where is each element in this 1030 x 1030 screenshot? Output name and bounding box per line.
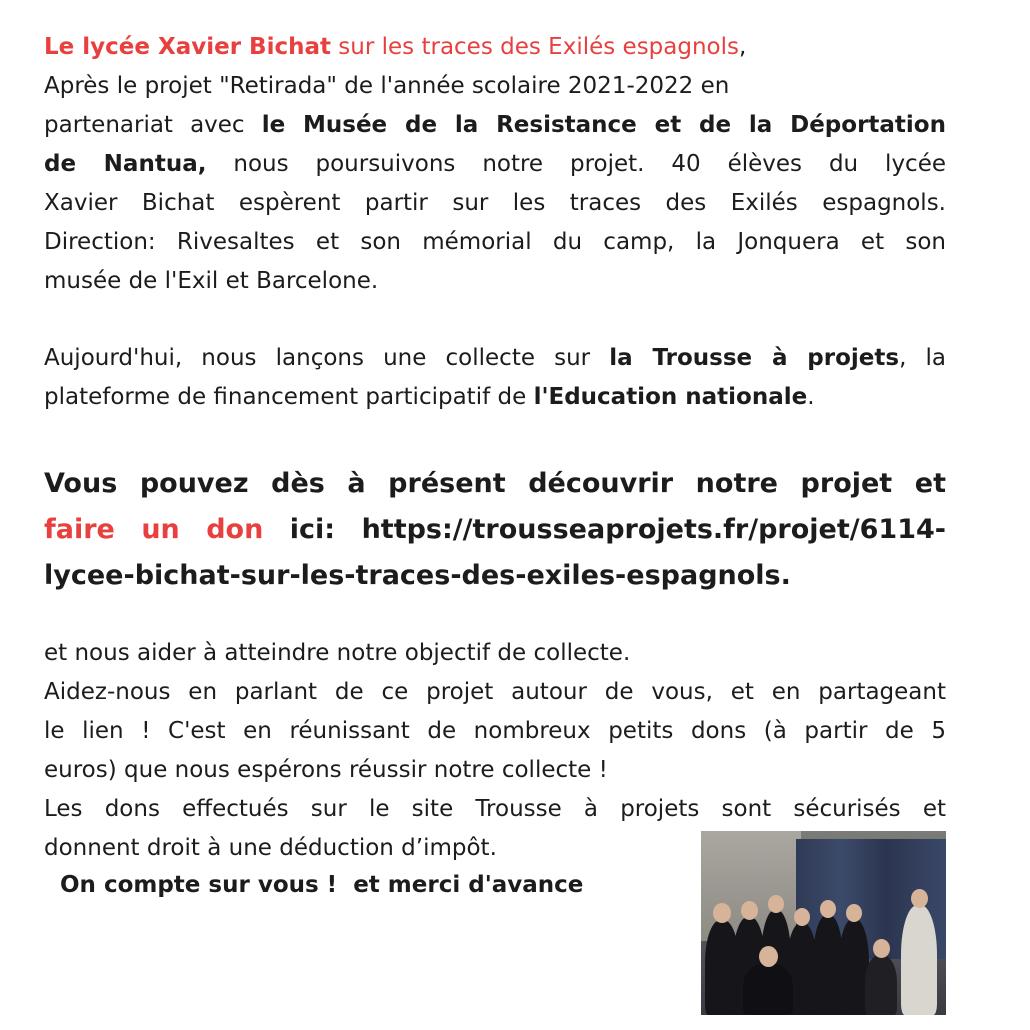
collect-text-d: . xyxy=(807,384,815,410)
heading-rest: sur les traces des Exilés espagnols xyxy=(331,34,739,60)
education-nationale: l'Education nationale xyxy=(533,384,808,410)
intro-line-5: Direction: Rivesaltes et son mémorial du camp, la Jonquera et son xyxy=(44,229,946,255)
group-photo xyxy=(701,831,946,1015)
photo-head xyxy=(768,895,784,913)
project-link-part-1[interactable]: ici: https://trousseaprojets.fr/projet/6114- xyxy=(263,514,946,545)
collect-paragraph xyxy=(44,339,946,417)
photo-person xyxy=(743,963,793,1015)
photo-person xyxy=(865,955,897,1015)
call-to-action xyxy=(44,461,946,599)
museum-name: le Musée de la Resistance et de la Déportation xyxy=(261,112,946,138)
support-line-5: Les dons effectués sur le site Trousse à projets sont sécurisés et xyxy=(44,796,946,822)
cta-line-1: Vous pouvez dès à présent découvrir notre projet et xyxy=(44,468,946,499)
intro-line-4: Xavier Bichat espèrent partir sur les traces des Exilés espagnols. xyxy=(44,190,946,216)
heading-line xyxy=(44,28,946,67)
intro-line-2-text: partenariat avec xyxy=(44,112,262,138)
intro-line-2 xyxy=(44,106,946,145)
heading-comma: , xyxy=(739,34,747,60)
project-link-part-2[interactable]: lycee-bichat-sur-les-traces-des-exiles-espagnols. xyxy=(44,560,791,591)
intro-line-3 xyxy=(44,145,946,184)
photo-head xyxy=(873,939,890,958)
collect-text-c: plateforme de financement participatif de xyxy=(44,384,534,410)
photo-head xyxy=(741,901,758,920)
photo-head xyxy=(846,904,862,922)
photo-head xyxy=(911,889,928,908)
support-line-3: le lien ! C'est en réunissant de nombreux petits dons (à partir de 5 xyxy=(44,718,946,744)
support-line-6: donnent droit à une déduction d’impôt. xyxy=(44,835,497,861)
photo-head xyxy=(794,908,810,926)
support-line-4: euros) que nous espérons réussir notre collecte ! xyxy=(44,757,608,783)
support-line-1: et nous aider à atteindre notre objectif de collecte. xyxy=(44,640,631,666)
trousse-name: la Trousse à projets xyxy=(609,345,900,371)
photo-head xyxy=(820,900,836,918)
photo-head xyxy=(759,946,778,967)
closing-line: On compte sur vous ! et merci d'avance xyxy=(52,872,584,898)
intro-line-1: Après le projet "Retirada" de l'année scolaire 2021-2022 en xyxy=(44,73,730,99)
intro-paragraph xyxy=(44,28,946,301)
donate-text: faire un don xyxy=(44,514,264,545)
intro-line-3-text: nous poursuivons notre projet. 40 élèves du lycée xyxy=(206,151,946,177)
collect-line-2 xyxy=(44,378,946,417)
museum-city: de Nantua, xyxy=(44,151,207,177)
collect-text-a: Aujourd'hui, nous lançons une collecte sur xyxy=(44,345,610,371)
collect-line-1 xyxy=(44,339,946,378)
photo-head xyxy=(713,903,731,923)
intro-line-6: musée de l'Exil et Barcelone. xyxy=(44,268,379,294)
photo-person xyxy=(901,905,937,1015)
cta-line-2 xyxy=(44,507,946,553)
support-line-2: Aidez-nous en parlant de ce projet autour de vous, et en partageant xyxy=(44,679,946,705)
school-name: Le lycée Xavier Bichat xyxy=(44,34,331,60)
collect-text-b: , la xyxy=(899,345,946,371)
